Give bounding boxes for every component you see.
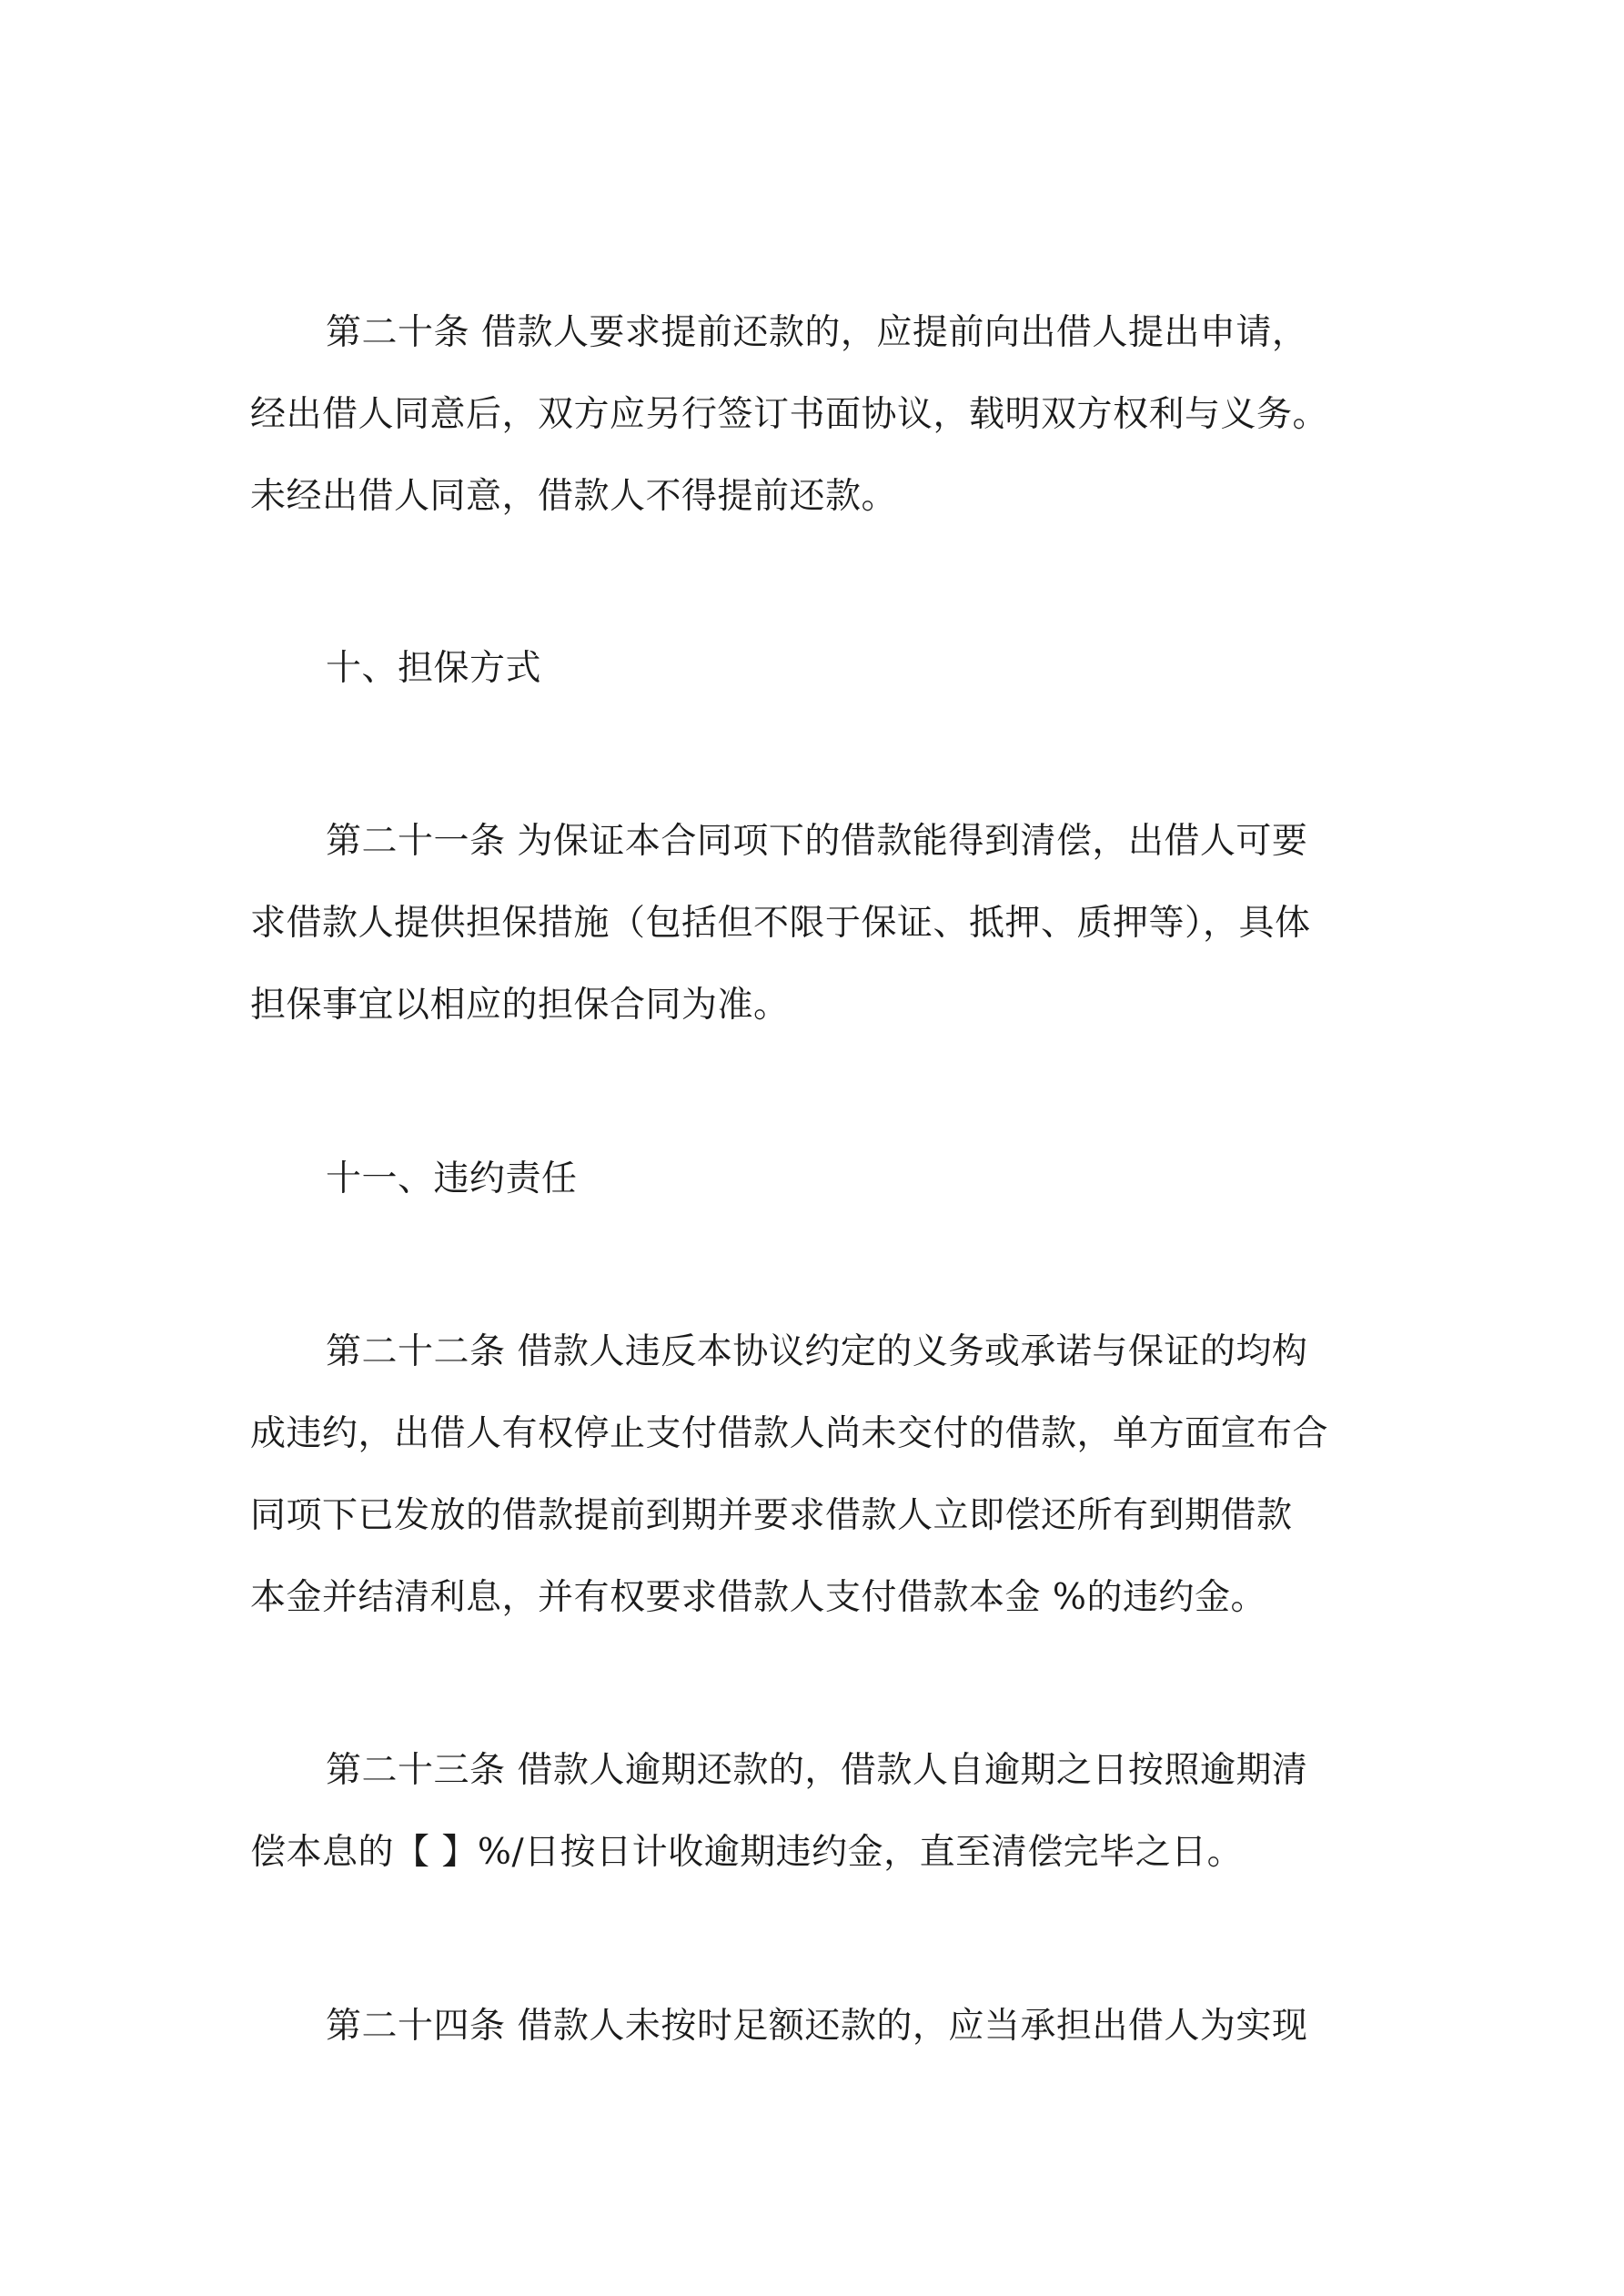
article-22-line-3: 同项下已发放的借款提前到期并要求借款人立即偿还所有到期借款 [250,1495,1293,1536]
article-20-line-3: 未经出借人同意，借款人不得提前还款。 [250,476,898,517]
article-21-line-3: 担保事宜以相应的担保合同为准。 [250,985,790,1026]
article-21-line-1: 第二十一条 为保证本合同项下的借款能得到清偿，出借人可要 [326,821,1308,862]
article-20-line-1: 第二十条 借款人要求提前还款的，应提前向出借人提出申请， [326,312,1308,353]
article-21-line-2: 求借款人提供担保措施（包括但不限于保证、抵押、质押等），具体 [250,903,1311,944]
article-22-line-2: 成违约，出借人有权停止支付借款人尚未交付的借款，单方面宣布合 [250,1413,1329,1454]
article-23-line-2: 偿本息的【 】%/日按日计收逾期违约金，直至清偿完毕之日。 [250,1832,1244,1873]
article-22-line-1: 第二十二条 借款人违反本协议约定的义务或承诺与保证的均构 [326,1331,1308,1372]
article-20-line-2: 经出借人同意后，双方应另行签订书面协议，载明双方权利与义务。 [250,394,1329,435]
article-23-line-1: 第二十三条 借款人逾期还款的，借款人自逾期之日按照逾期清 [326,1750,1308,1791]
section-10-heading: 十、担保方式 [326,648,542,689]
article-22-line-4: 本金并结清利息，并有权要求借款人支付借款本金 %的违约金。 [250,1577,1266,1618]
article-24-line-1: 第二十四条 借款人未按时足额还款的，应当承担出借人为实现 [326,2006,1308,2047]
section-11-heading: 十一、违约责任 [326,1158,578,1199]
